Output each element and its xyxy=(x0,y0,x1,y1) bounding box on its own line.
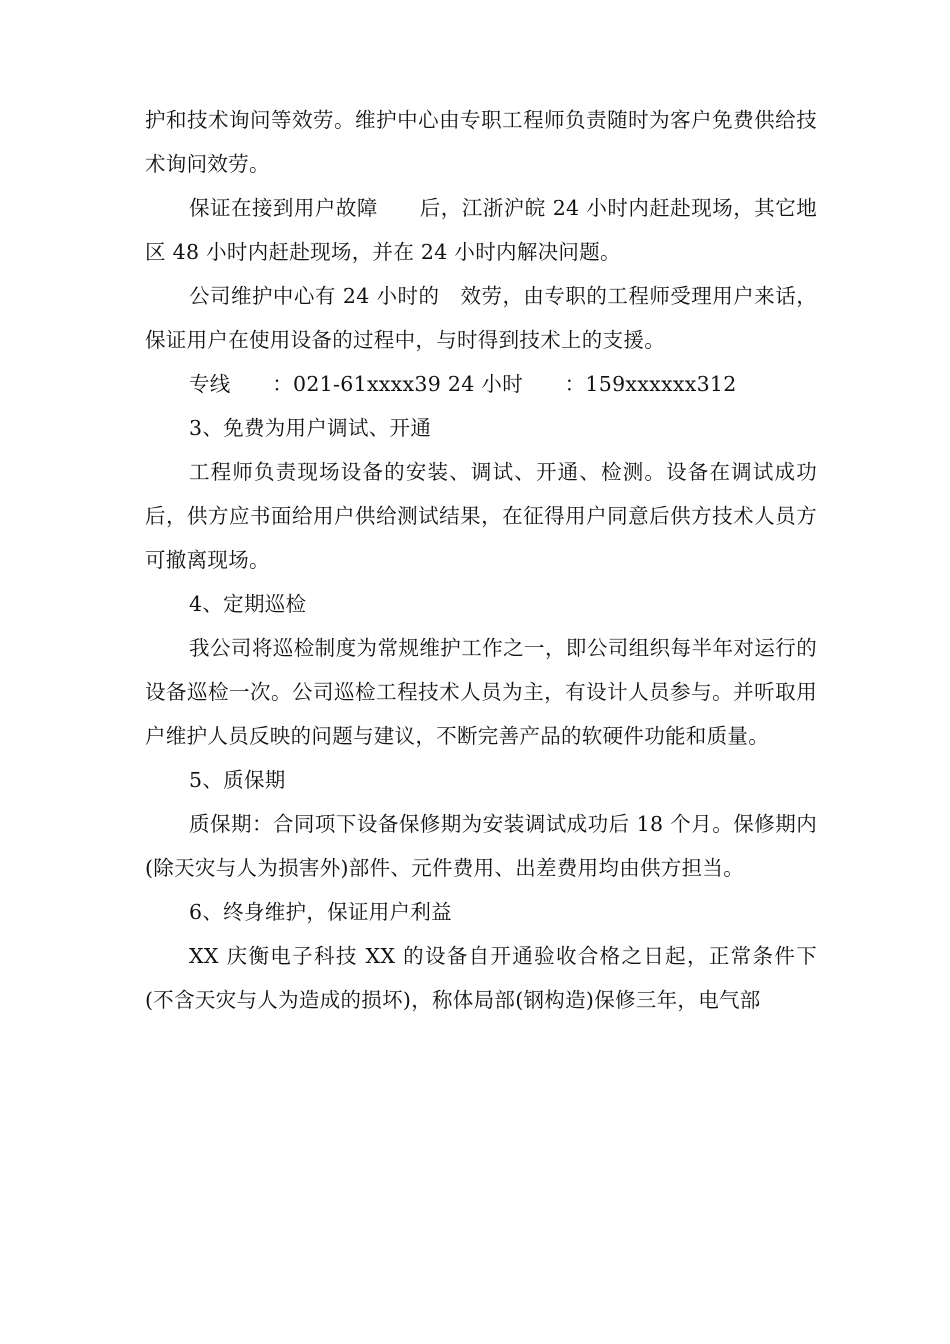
paragraph-hotline: 专线 ：021-61xxxx39 24 小时 ：159xxxxxx312 xyxy=(189,372,737,396)
section-heading-warranty: 5、质保期 xyxy=(189,768,286,792)
paragraph-installation: 工程师负责现场设备的安装、调试、开通、检测。设备在调试成功后，供方应书面给用户供给测试结果，在征得用户同意后供方技术人员方可撤离现场。 xyxy=(145,460,817,572)
paragraph-24h-service: 公司维护中心有 24 小时的 效劳，由专职的工程师受理用户来话，保证用户在使用设备的过程中，与时得到技术上的支援。 xyxy=(145,284,817,352)
section-heading-periodic-inspection: 4、定期巡检 xyxy=(189,592,307,616)
paragraph-inspection: 我公司将巡检制度为常规维护工作之一，即公司组织每半年对运行的设备巡检一次。公司巡检工程技术人员为主，有设计人员参与。并听取用户维护人员反映的问题与建议，不断完善产品的软硬件功能和质量。 xyxy=(145,636,817,748)
paragraph-response-time: 保证在接到用户故障 后，江浙沪皖 24 小时内赶赴现场，其它地区 48 小时内赶赴现场，并在 24 小时内解决问题。 xyxy=(145,196,817,264)
document-body xyxy=(145,98,817,1022)
paragraph-service-continued: 护和技术询问等效劳。维护中心由专职工程师负责随时为客户免费供给技术询问效劳。 xyxy=(145,108,817,176)
section-heading-free-debugging: 3、免费为用户调试、开通 xyxy=(189,416,432,440)
paragraph-warranty: 质保期：合同项下设备保修期为安装调试成功后 18 个月。保修期内(除天灾与人为损害外)部件、元件费用、出差费用均由供方担当。 xyxy=(145,812,817,880)
section-heading-lifetime-maintenance: 6、终身维护，保证用户利益 xyxy=(189,900,452,924)
paragraph-lifetime-maintenance: XX 庆衡电子科技 XX 的设备自开通验收合格之日起，正常条件下(不含天灾与人为造成的损坏)，称体局部(钢构造)保修三年，电气部 xyxy=(145,944,817,1012)
